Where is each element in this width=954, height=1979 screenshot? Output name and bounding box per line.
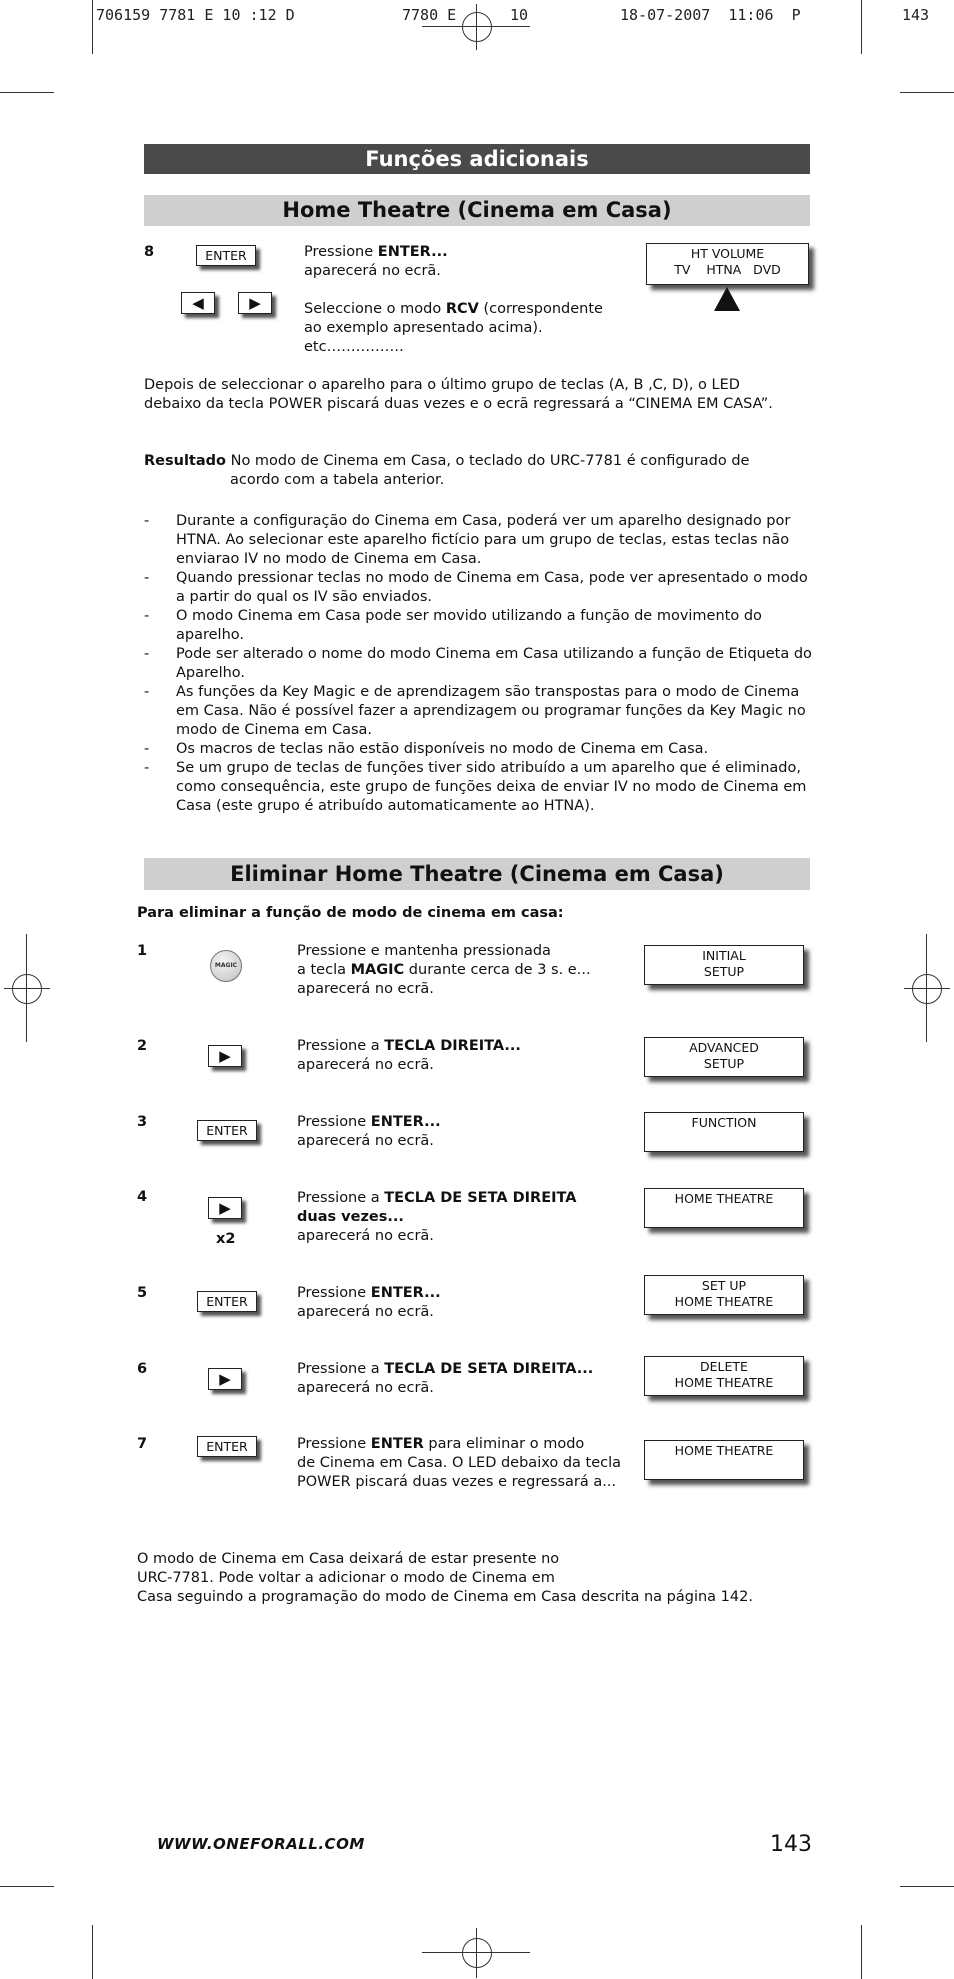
notes-list	[144, 512, 814, 816]
lcd-display: ADVANCED SETUP	[644, 1037, 804, 1077]
lcd-display: HT VOLUME TV HTNA DVD	[646, 243, 809, 285]
print-slug	[96, 6, 936, 28]
crop-mark	[900, 92, 954, 93]
lcd-display: DELETE HOME THEATRE	[644, 1356, 804, 1396]
slug-page: 143	[902, 6, 930, 24]
section-title: Funções adicionais	[144, 144, 810, 174]
enter-key: ENTER	[197, 1120, 257, 1141]
crop-mark	[900, 1886, 954, 1887]
step-number: 2	[137, 1038, 148, 1054]
list-item: - Durante a configuração do Cinema em Casa, poderá ver um aparelho designado por HTNA. Ao selecionar este aparelho fictício para um grupo de teclas, estas teclas não enviarao IV no modo de Cinema em Casa.	[144, 513, 791, 567]
registration-line	[422, 26, 530, 27]
step-number: 5	[137, 1285, 148, 1301]
step4-text: Pressione a TECLA DE SETA DIREITA duas vezes... aparecerá no ecrã.	[297, 1190, 577, 1244]
right-arrow-key-icon: ▶	[238, 292, 272, 314]
registration-mark-icon	[462, 12, 492, 42]
step-number: 1	[137, 943, 148, 959]
enter-key: ENTER	[197, 1436, 257, 1457]
result-block: Resultado No modo de Cinema em Casa, o teclado do URC-7781 é configurado de acordo com a tabela anterior.	[144, 453, 750, 488]
delete-intro: Para eliminar a função de modo de cinema em casa:	[137, 905, 564, 921]
step-number: 6	[137, 1361, 148, 1377]
website-link[interactable]: WWW.ONEFORALL.COM	[157, 1835, 365, 1853]
step-number: 7	[137, 1436, 148, 1452]
lcd-display: SET UP HOME THEATRE	[644, 1275, 804, 1315]
registration-line	[422, 1952, 530, 1953]
slug-rev: 10	[510, 6, 529, 24]
result-label: Resultado	[144, 453, 226, 469]
crop-mark	[92, 1925, 93, 1979]
slug-date: 18-07-2007 11:06 P	[620, 6, 801, 24]
list-item: - Quando pressionar teclas no modo de Cinema em Casa, pode ver apresentado o modo a partir do qual os IV são enviados.	[144, 570, 808, 605]
step8-text: Pressione ENTER... aparecerá no ecrã. Seleccione o modo RCV (correspondente ao exemplo apresentado acima). etc…………….	[304, 244, 603, 355]
crop-mark	[0, 1886, 54, 1887]
registration-line	[476, 4, 477, 50]
crop-mark	[92, 0, 93, 54]
registration-line	[4, 988, 50, 989]
list-item: - As funções da Key Magic e de aprendizagem são transpostas para o modo de Cinema em Casa. Não é possível fazer a aprendizagem ou programar funções da Key Magic no modo de Cinema em Casa.	[144, 684, 806, 738]
magic-key-icon: MAGIC	[210, 950, 242, 982]
step-number: 8	[144, 244, 155, 260]
step7-text: Pressione ENTER para eliminar o modo de Cinema em Casa. O LED debaixo da tecla POWER piscará duas vezes e regressará a...	[297, 1436, 622, 1490]
right-arrow-key-icon: ▶	[208, 1368, 242, 1390]
right-arrow-key-icon: ▶	[208, 1197, 242, 1219]
right-arrow-key-icon: ▶	[208, 1045, 242, 1067]
list-item: - Pode ser alterado o nome do modo Cinema em Casa utilizando a função de Etiqueta do Aparelho.	[144, 646, 812, 681]
step-number: 3	[137, 1114, 148, 1130]
closing-paragraph: O modo de Cinema em Casa deixará de estar presente no URC-7781. Pode voltar a adicionar o modo de Cinema em Casa seguindo a programação do modo de Cinema em Casa descrita na página 142.	[137, 1551, 753, 1605]
step1-text: Pressione e mantenha pressionada a tecla MAGIC durante cerca de 3 s. e... aparecerá no ecrã.	[297, 943, 591, 997]
slug-job: 706159 7781 E 10 :12 D	[96, 6, 295, 24]
delete-title: Eliminar Home Theatre (Cinema em Casa)	[144, 858, 810, 890]
registration-mark-icon	[912, 974, 942, 1004]
step2-text: Pressione a TECLA DIREITA... aparecerá no ecrã.	[297, 1038, 521, 1073]
step6-text: Pressione a TECLA DE SETA DIREITA... aparecerá no ecrã.	[297, 1361, 594, 1396]
info-paragraph: Depois de seleccionar o aparelho para o último grupo de teclas (A, B ,C, D), o LED debaixo da tecla POWER piscará duas vezes e o ecrã regressará a “CINEMA EM CASA”.	[144, 377, 773, 412]
crop-mark	[861, 1925, 862, 1979]
enter-key: ENTER	[197, 1291, 257, 1312]
list-item: - Se um grupo de teclas de funções tiver sido atribuído a um aparelho que é eliminado, como consequência, este grupo de funções deixa de enviar IV no modo de Cinema em Casa (este grupo é atribuído automaticamente ao HTNA).	[144, 760, 807, 814]
lcd-display: INITIAL SETUP	[644, 945, 804, 985]
lcd-display: HOME THEATRE	[644, 1188, 804, 1228]
enter-key: ENTER	[196, 245, 256, 266]
left-arrow-key-icon: ◀	[181, 292, 215, 314]
list-item: - O modo Cinema em Casa pode ser movido utilizando a função de movimento do aparelho.	[144, 608, 762, 643]
crop-mark	[861, 0, 862, 54]
home-theatre-title: Home Theatre (Cinema em Casa)	[144, 195, 810, 226]
press-count: x2	[216, 1231, 236, 1247]
lcd-display: FUNCTION	[644, 1112, 804, 1152]
registration-mark-icon	[462, 1938, 492, 1968]
registration-line	[476, 1928, 477, 1978]
registration-line	[904, 988, 950, 989]
lcd-display: HOME THEATRE	[644, 1440, 804, 1480]
step5-text: Pressione ENTER... aparecerá no ecrã.	[297, 1285, 441, 1320]
crop-mark	[0, 92, 54, 93]
triangle-pointer-icon	[714, 287, 740, 311]
step-number: 4	[137, 1189, 148, 1205]
registration-mark-icon	[12, 974, 42, 1004]
step3-text: Pressione ENTER... aparecerá no ecrã.	[297, 1114, 441, 1149]
page-number: 143	[770, 1832, 812, 1857]
slug-model: 7780 E	[402, 6, 457, 24]
list-item: - Os macros de teclas não estão disponíveis no modo de Cinema em Casa.	[144, 741, 709, 757]
